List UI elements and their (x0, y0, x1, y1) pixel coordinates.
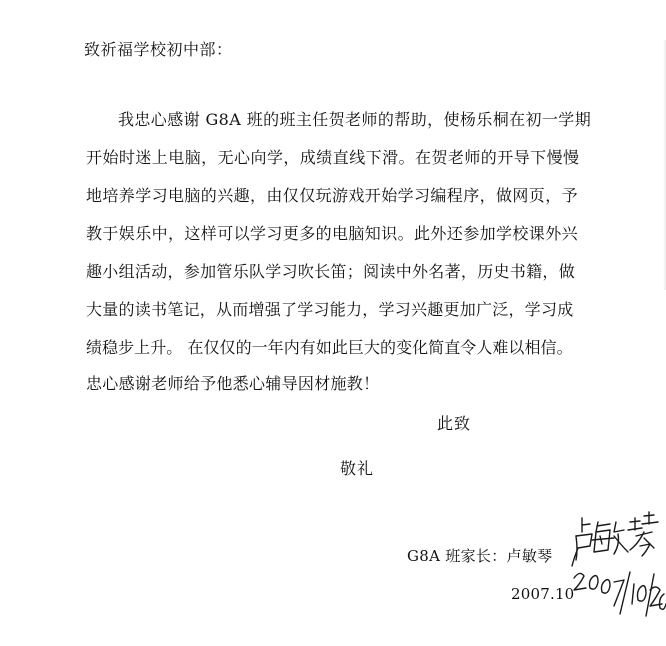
body-line: 绩稳步上升。 在仅仅的一年内有如此巨大的变化简直令人难以相信。 (86, 338, 573, 357)
signer-line: G8A 班家长：卢敏琴 (407, 547, 553, 565)
letter-date: 2007.10 (511, 585, 575, 603)
body-line: 地培养学习电脑的兴趣，由仅仅玩游戏开始学习编程序，做网页，予 (86, 186, 579, 205)
closing-salute: 敬礼 (340, 459, 375, 478)
closing-phrase: 此致 (437, 414, 472, 433)
body-line: 趣小组活动，参加管乐队学习吹长笛；阅读中外名著，历史书籍，做 (86, 262, 576, 281)
salutation: 致祈福学校初中部： (84, 40, 233, 59)
body-line: 开始时迷上电脑，无心向学，成绩直线下滑。在贺老师的开导下慢慢 (86, 148, 580, 167)
handwritten-signature (570, 510, 666, 630)
body-line: 忠心感谢老师给予他悉心辅导因材施教！ (86, 374, 380, 393)
body-line: 我忠心感谢 G8A 班的班主任贺老师的帮助，使杨乐桐在初一学期 (118, 110, 592, 129)
body-line: 教于娱乐中，这样可以学习更多的电脑知识。此外还参加学校课外兴 (86, 224, 579, 243)
body-line: 大量的读书笔记，从而增强了学习能力，学习兴趣更加广泛，学习成 (86, 300, 574, 319)
